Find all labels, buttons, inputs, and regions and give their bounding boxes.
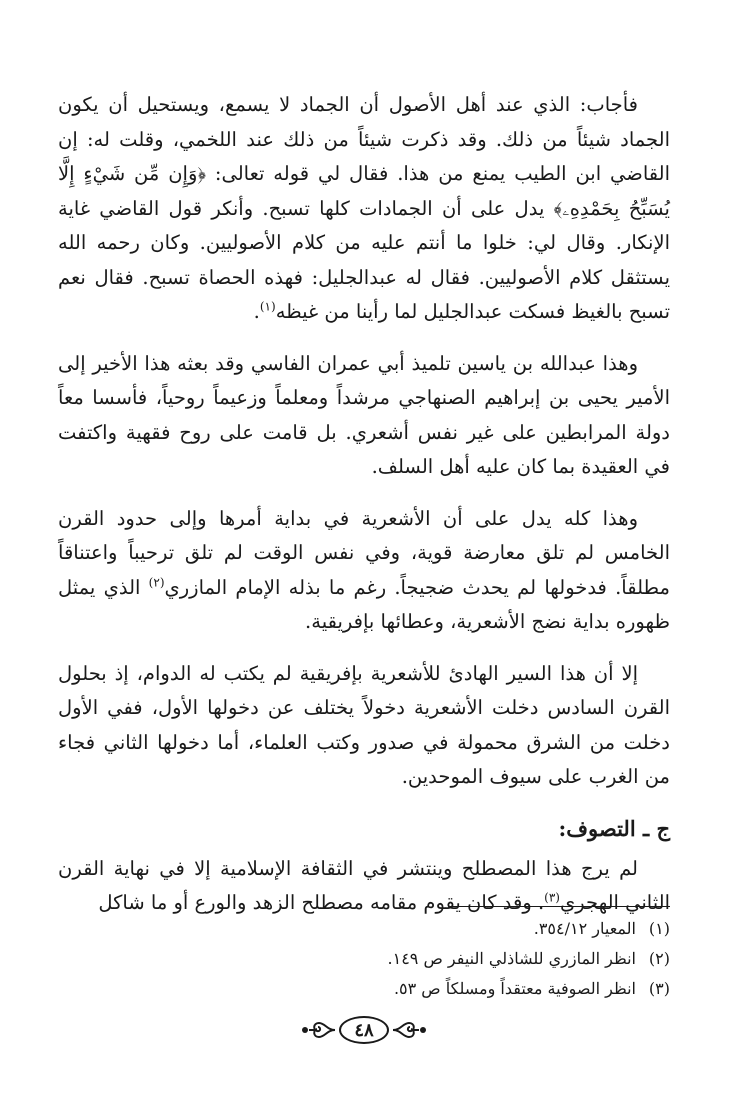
ornament-left-icon: [297, 1019, 337, 1041]
footnote-item: [58, 914, 670, 944]
footnote-item: [58, 944, 670, 974]
footnote-text: المعيار ٣٥٤/١٢.: [533, 919, 636, 938]
page-body: [58, 88, 670, 1078]
footnote-divider: [450, 906, 670, 907]
paragraph-1-text-b: يدل على أن الجمادات كلها تسبح. وأنكر قول القاضي غاية الإنكار. وقال لي: خلوا ما أنتم عليه من كلام الأصوليين. وكان رحمه الله يستثقل كلام الأصوليين. فقال له عبدالجليل: فهذه الحصاة تسبح. فقال نعم تسبح بالغيظ فسكت عبدالجليل لما رأينا من غيظه: [58, 196, 670, 323]
paragraph-3-text-a: وهذا كله يدل على أن الأشعرية في بداية أمرها وإلى حدود القرن الخامس لم تلق معارضة قوية، وفي نفس الوقت لم تلق ترحيباً واعتناقاً مطلقاً. فدخولها لم يحدث ضجيجاً. رغم ما بذله الإمام المازري: [58, 506, 671, 599]
quran-verse: ﴿وَإِن مِّن شَيْءٍ إِلَّا يُسَبِّحُ بِحَمْدِهِۦ﴾: [58, 162, 670, 220]
footnote-number: (٢): [648, 949, 670, 968]
footnote-text: انظر الصوفية معتقداً ومسلكاً ص ٥٣.: [393, 979, 636, 998]
paragraph-1: [58, 88, 670, 330]
paragraph-3-text-b: الذي يمثل ظهوره بداية نضج الأشعرية، وعطائها بإفريقية.: [58, 575, 670, 633]
page-number-ornament: [297, 1016, 431, 1044]
paragraph-4: إلا أن هذا السير الهادئ للأشعرية بإفريقية لم يكتب له الدوام، إذ بحلول القرن السادس دخلت الأشعرية دخولاً يختلف عن دخولها الأول، ففي الأول دخلت من الشرق محمولة في صدور وكتب العلماء، أما دخولها الثاني فجاء من الغرب على سيوف الموحدين.: [58, 661, 670, 788]
paragraph-5-text-a: لم يرج هذا المصطلح وينتشر في الثقافة الإسلامية إلا في نهاية القرن الثاني الهجري: [58, 856, 670, 914]
page-number-area: [58, 1014, 670, 1046]
footnote-item: [58, 974, 670, 1004]
paragraph-1-text-c: .: [253, 300, 260, 323]
paragraph-5: [58, 852, 670, 921]
paragraph-1-text-a: فأجاب: الذي عند أهل الأصول أن الجماد لا يسمع، ويستحيل أن يكون الجماد شيئاً من ذلك. وقد ذكرت شيئاً من ذلك عند اللخمي، وقلت له: إن القاضي ابن الطيب يمنع من هذا. فقال لي قوله تعالى:: [58, 93, 671, 185]
paragraph-5-text-b: . وقد كان يقوم مقامه مصطلح الزهد والورع أو ما شاكل: [98, 891, 545, 914]
footnote-number: (٣): [648, 979, 670, 998]
footnote-ref-1: (١): [259, 299, 276, 314]
footnote-number: (١): [648, 919, 670, 938]
footnote-ref-2: (٢): [148, 575, 165, 589]
paragraph-3: [58, 502, 670, 640]
ornament-right-icon: [391, 1019, 431, 1041]
footnote-ref-3: (٣): [544, 890, 560, 905]
footnote-text: انظر المازري للشاذلي النيفر ص ١٤٩.: [387, 949, 636, 968]
section-heading: ج ـ التصوف:: [558, 815, 670, 841]
page-number: ٤٨: [339, 1016, 389, 1044]
paragraph-2: وهذا عبدالله بن ياسين تلميذ أبي عمران الفاسي وقد بعثه هذا الأخير إلى الأمير يحيى بن إبراهيم الصنهاجي مرشداً ومعلماً وزعيماً روحياً، فأسسا معاً دولة المرابطين على غير نفس أشعري. بل قامت على روح فقهية واكتفت في العقيدة بما كان عليه أهل السلف.: [58, 351, 670, 478]
footnotes: [58, 914, 670, 1004]
